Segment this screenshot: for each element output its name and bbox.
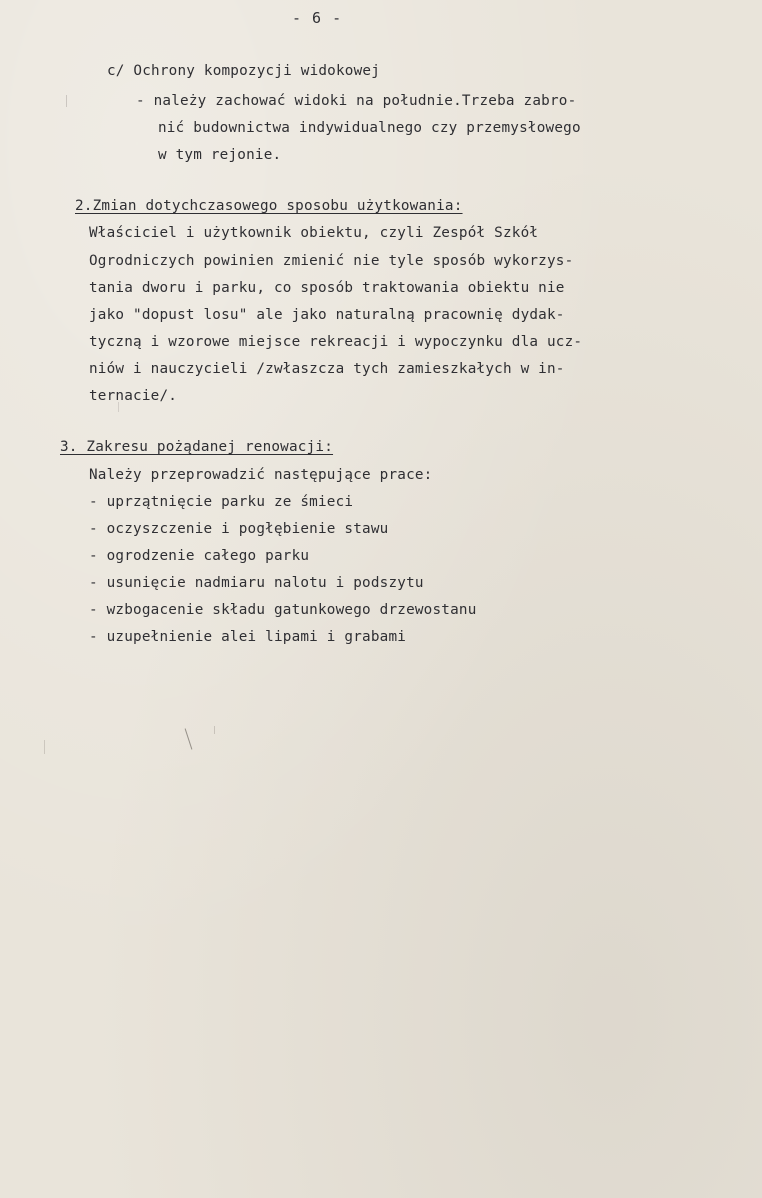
- section-2-heading: 2.Zmian dotychczasowego sposobu użytkowania:: [75, 198, 463, 214]
- paper-mark: [44, 740, 45, 754]
- section-2-line: niów i nauczycieli /zwłaszcza tych zamieszkałych w in-: [89, 361, 565, 377]
- section-2-line: ternacie/.: [89, 388, 178, 404]
- section-c-line: w tym rejonie.: [158, 147, 282, 163]
- paper-mark: [66, 95, 67, 107]
- section-c-line: - należy zachować widoki na południe.Trzeba zabro-: [136, 93, 577, 109]
- section-c-line: nić budownictwa indywidualnego czy przemysłowego: [158, 120, 581, 136]
- page-number: - 6 -: [292, 9, 343, 27]
- section-2-line: Ogrodniczych powinien zmienić nie tyle sposób wykorzys-: [89, 253, 574, 269]
- work-item: - uprzątnięcie parku ze śmieci: [89, 494, 354, 510]
- work-item: - oczyszczenie i pogłębienie stawu: [89, 521, 389, 537]
- section-3-heading: 3. Zakresu pożądanej renowacji:: [60, 439, 334, 455]
- work-item: - wzbogacenie składu gatunkowego drzewostanu: [89, 602, 477, 618]
- paper-mark: [214, 726, 215, 734]
- section-c-heading: c/ Ochrony kompozycji widokowej: [107, 63, 381, 79]
- section-2-line: tyczną i wzorowe miejsce rekreacji i wypoczynku dla ucz-: [89, 334, 583, 350]
- section-2-line: tania dworu i parku, co sposób traktowania obiektu nie: [89, 280, 565, 296]
- section-2-line: jako "dopust losu" ale jako naturalną pracownię dydak-: [89, 307, 565, 323]
- work-item: - uzupełnienie alei lipami i grabami: [89, 629, 407, 645]
- section-2-line: Właściciel i użytkownik obiektu, czyli Zespół Szkół: [89, 225, 539, 241]
- work-item: - ogrodzenie całego parku: [89, 548, 310, 564]
- work-item: - usunięcie nadmiaru nalotu i podszytu: [89, 575, 424, 591]
- paper-mark: [185, 728, 193, 749]
- paper-mark: [118, 402, 119, 412]
- section-3-intro: Należy przeprowadzić następujące prace:: [89, 467, 433, 483]
